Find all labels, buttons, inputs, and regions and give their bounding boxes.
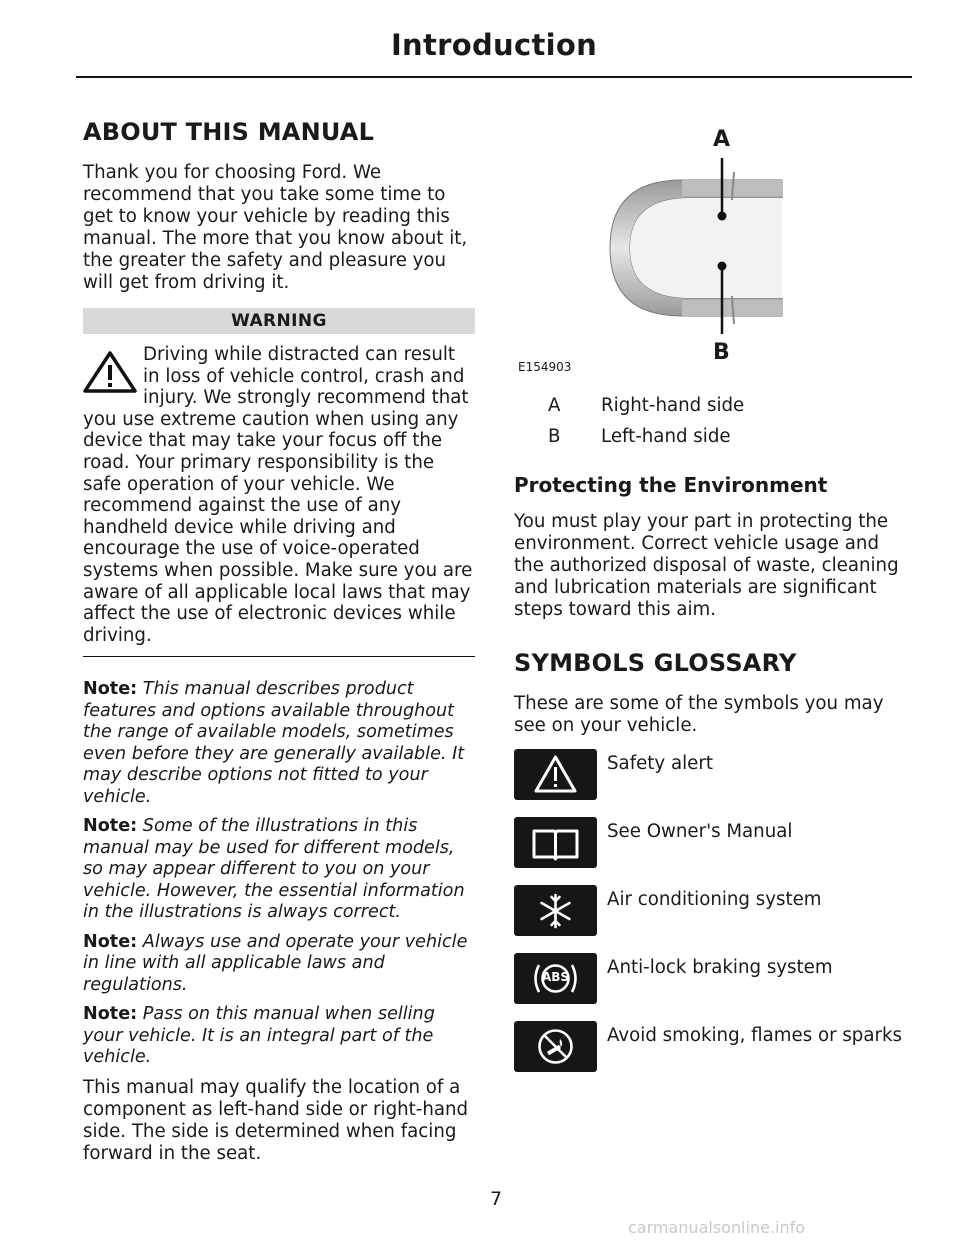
note-label: Note: [83, 1004, 138, 1025]
vehicle-sides-figure [514, 118, 912, 380]
symbol-label: See Owner's Manual [607, 821, 793, 842]
symbols-list [514, 749, 912, 1089]
note-text: This manual describes product features and options available throughout the range of available models, sometimes even before they are generally available. It may describe options not fitted to your vehicle. [83, 679, 465, 807]
symbol-item [514, 817, 912, 885]
figure-label-a: A [713, 127, 731, 152]
key-description: Right-hand side [601, 395, 745, 416]
symbol-label: Air conditioning system [607, 889, 822, 910]
symbol-item [514, 1021, 912, 1089]
warning-title: WARNING [83, 308, 475, 334]
note-3 [83, 932, 475, 997]
note-label: Note: [83, 931, 138, 952]
side-paragraph: This manual may qualify the location of a component as left-hand side or right-hand side. The side is determined when facing forward in the seat. [83, 1076, 469, 1164]
page-header-title: Introduction [390, 28, 598, 62]
note-2 [83, 816, 475, 924]
note-text: Always use and operate your vehicle in line with all applicable laws and regulations. [83, 931, 468, 995]
warning-triangle-icon [83, 350, 137, 394]
right-column [514, 118, 912, 1089]
air-conditioning-icon [514, 885, 597, 936]
key-letter: A [548, 395, 561, 416]
note-text: Some of the illustrations in this manual may be used for different models, so may appear different to you on your vehicle. However, the essential information in the illustrations is always correct. [83, 816, 465, 923]
watermark: carmanualsonline.info [628, 1218, 806, 1237]
safety-alert-icon [514, 749, 597, 800]
environment-heading: Protecting the Environment [514, 473, 828, 497]
owners-manual-icon [514, 817, 597, 868]
warning-text: Driving while distracted can result in loss of vehicle control, crash and injury. We strongly recommend that you use extreme caution when using any device that may take your focus off the road. Your primary responsibility is the safe operation of your vehicle. We recommend against the use of any handheld device while driving and encourage the use of voice-operated systems when possible. Make sure you are aware of all applicable local laws that may affect the use of electronic devices while driving. [83, 344, 473, 646]
figure-key [514, 395, 912, 457]
note-4 [83, 1004, 475, 1069]
abs-icon-text: ABS [541, 970, 570, 984]
about-heading: ABOUT THIS MANUAL [83, 118, 375, 146]
figure-id: E154903 [518, 360, 572, 374]
symbols-intro: These are some of the symbols you may see on your vehicle. [514, 693, 884, 736]
symbol-label: Safety alert [607, 753, 713, 774]
symbol-item [514, 953, 912, 1021]
environment-text: You must play your part in protecting the environment. Correct vehicle usage and the authorized disposal of waste, cleaning and lubrication materials are significant steps toward this aim. [514, 511, 899, 620]
note-text: Pass on this manual when selling your vehicle. It is an integral part of the vehicle. [83, 1004, 435, 1068]
figure-label-b: B [713, 340, 730, 365]
no-smoking-flames-icon [514, 1021, 597, 1072]
left-column [83, 118, 475, 1165]
note-label: Note: [83, 816, 138, 837]
symbols-heading: SYMBOLS GLOSSARY [514, 649, 797, 677]
warning-body [83, 344, 475, 646]
key-letter: B [548, 426, 561, 447]
symbol-label: Avoid smoking, flames or sparks [607, 1025, 902, 1046]
page-number: 7 [489, 1188, 503, 1210]
about-intro: Thank you for choosing Ford. We recommend that you take some time to get to know your vehicle by reading this manual. The more that you know about it, the greater the safety and pleasure you will get from driving it. [83, 162, 468, 293]
warning-box [83, 308, 475, 657]
figure-key-row [514, 426, 912, 457]
note-1 [83, 679, 475, 808]
key-description: Left-hand side [601, 426, 731, 447]
warning-rule [83, 656, 475, 657]
symbol-item [514, 749, 912, 817]
abs-icon [514, 953, 597, 1004]
symbol-item [514, 885, 912, 953]
figure-key-row [514, 395, 912, 426]
note-label: Note: [83, 679, 138, 700]
header-rule [76, 76, 912, 78]
symbol-label: Anti-lock braking system [607, 957, 833, 978]
